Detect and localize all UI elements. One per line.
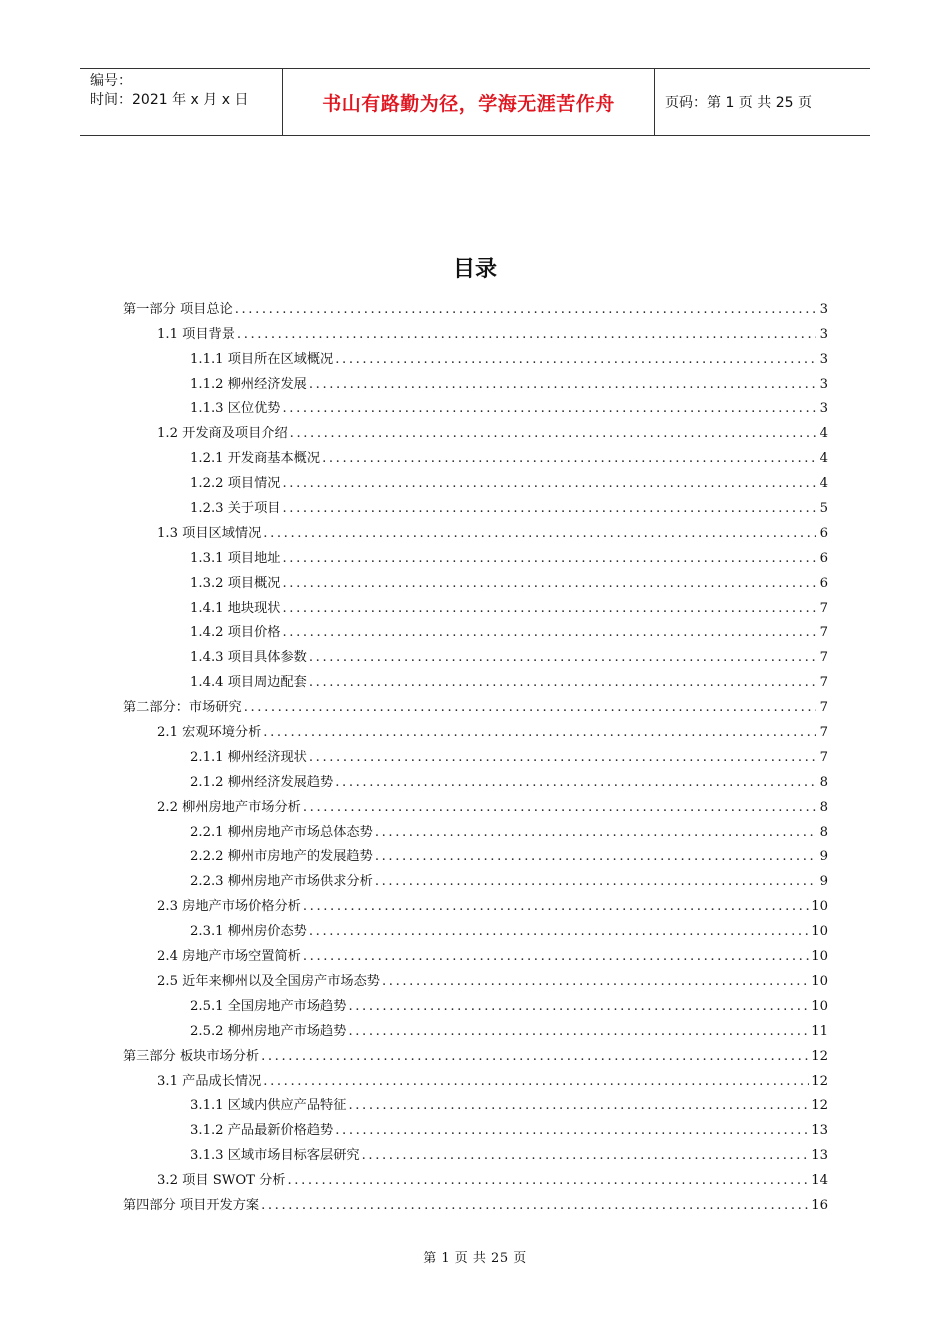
toc-entry-page: 12	[811, 1073, 828, 1089]
toc-leader-dots	[362, 1148, 810, 1164]
toc-entry[interactable]	[123, 940, 828, 965]
toc-entry-page: 12	[811, 1098, 828, 1114]
table-of-contents	[123, 293, 828, 1214]
toc-entry[interactable]	[123, 990, 828, 1015]
toc-leader-dots	[348, 1024, 809, 1040]
toc-entry-label: 3.2 项目 SWOT 分析	[157, 1173, 286, 1189]
toc-entry-label: 3.1.1 区域内供应产品特征	[190, 1098, 347, 1114]
toc-entry-page: 7	[819, 700, 828, 716]
toc-entry[interactable]	[123, 865, 828, 890]
toc-entry-label: 1.2.3 关于项目	[190, 501, 281, 517]
toc-entry-label: 3.1.2 产品最新价格趋势	[190, 1123, 334, 1139]
toc-entry[interactable]	[123, 1065, 828, 1090]
time-label: 时间：2021 年 x 月 x 日	[90, 92, 249, 108]
toc-entry[interactable]	[123, 641, 828, 666]
toc-entry-page: 10	[811, 924, 828, 940]
toc-entry[interactable]	[123, 293, 828, 318]
toc-entry[interactable]	[123, 1139, 828, 1164]
toc-entry-label: 2.2 柳州房地产市场分析	[157, 799, 301, 815]
toc-leader-dots	[303, 949, 809, 965]
toc-entry-label: 第一部分 项目总论	[123, 301, 233, 317]
page-footer: 第 1 页 共 25 页	[423, 1251, 527, 1266]
toc-entry[interactable]	[123, 617, 828, 642]
toc-leader-dots	[283, 501, 817, 517]
toc-entry-page: 13	[811, 1148, 828, 1164]
toc-leader-dots	[283, 476, 817, 492]
toc-entry[interactable]	[123, 592, 828, 617]
toc-entry-page: 7	[819, 675, 828, 691]
toc-leader-dots	[375, 825, 816, 841]
toc-entry-page: 12	[811, 1048, 828, 1064]
toc-leader-dots	[375, 849, 816, 865]
toc-entry[interactable]	[123, 318, 828, 343]
toc-leader-dots	[322, 451, 816, 467]
toc-entry-page: 6	[819, 550, 828, 566]
header-page-info: 页码：第 1 页 共 25 页	[665, 95, 812, 111]
toc-entry[interactable]	[123, 567, 828, 592]
toc-entry[interactable]	[123, 1114, 828, 1139]
document-header	[80, 68, 870, 136]
toc-entry[interactable]	[123, 841, 828, 866]
toc-entry-label: 1.2.1 开发商基本概况	[190, 451, 321, 467]
toc-entry-label: 2.4 房地产市场空置简析	[157, 949, 301, 965]
toc-entry-label: 2.3 房地产市场价格分析	[157, 899, 301, 915]
toc-entry-label: 第四部分 项目开发方案	[123, 1197, 260, 1213]
toc-leader-dots	[261, 1198, 809, 1214]
toc-leader-dots	[309, 650, 816, 666]
toc-leader-dots	[382, 974, 809, 990]
toc-entry[interactable]	[123, 915, 828, 940]
toc-entry-label: 1.3.1 项目地址	[190, 550, 281, 566]
toc-entry-label: 2.3.1 柳州房价态势	[190, 924, 307, 940]
toc-leader-dots	[244, 700, 816, 716]
toc-entry[interactable]	[123, 368, 828, 393]
toc-leader-dots	[348, 1098, 809, 1114]
toc-entry-label: 第三部分 板块市场分析	[123, 1048, 260, 1064]
toc-entry[interactable]	[123, 1189, 828, 1214]
toc-entry-page: 7	[819, 725, 828, 741]
toc-entry-page: 7	[819, 749, 828, 765]
toc-entry[interactable]	[123, 1164, 828, 1189]
toc-leader-dots	[335, 1123, 809, 1139]
toc-leader-dots	[309, 377, 816, 393]
toc-entry-label: 1.1.2 柳州经济发展	[190, 376, 307, 392]
toc-leader-dots	[335, 352, 816, 368]
toc-entry[interactable]	[123, 716, 828, 741]
toc-entry-page: 8	[819, 799, 828, 815]
toc-leader-dots	[235, 302, 816, 318]
toc-leader-dots	[283, 401, 817, 417]
toc-leader-dots	[237, 327, 816, 343]
toc-entry-page: 5	[819, 501, 828, 517]
toc-entry[interactable]	[123, 492, 828, 517]
toc-entry-label: 1.1.1 项目所在区域概况	[190, 351, 334, 367]
toc-leader-dots	[283, 551, 817, 567]
toc-entry[interactable]	[123, 1040, 828, 1065]
toc-entry-page: 3	[819, 401, 828, 417]
toc-entry-label: 1.3 项目区域情况	[157, 525, 262, 541]
toc-entry-page: 7	[819, 625, 828, 641]
toc-entry[interactable]	[123, 442, 828, 467]
toc-entry[interactable]	[123, 343, 828, 368]
toc-entry-page: 9	[819, 849, 828, 865]
toc-entry[interactable]	[123, 517, 828, 542]
toc-entry[interactable]	[123, 965, 828, 990]
toc-leader-dots	[309, 750, 816, 766]
toc-entry-label: 1.2 开发商及项目介绍	[157, 426, 288, 442]
toc-entry-label: 2.1 宏观环境分析	[157, 725, 262, 741]
toc-entry-label: 第二部分：市场研究	[123, 700, 242, 716]
toc-entry-label: 2.5 近年来柳州以及全国房产市场态势	[157, 973, 380, 989]
toc-entry-label: 1.1 项目背景	[157, 326, 235, 342]
toc-leader-dots	[263, 1074, 809, 1090]
toc-entry-page: 13	[811, 1123, 828, 1139]
toc-leader-dots	[283, 601, 817, 617]
toc-entry[interactable]	[123, 791, 828, 816]
toc-leader-dots	[283, 576, 817, 592]
toc-entry-label: 2.2.1 柳州房地产市场总体态势	[190, 824, 373, 840]
toc-entry-page: 4	[819, 476, 828, 492]
toc-entry-page: 10	[811, 899, 828, 915]
header-motto: 书山有路勤为径，学海无涯苦作舟	[282, 69, 655, 135]
toc-entry-label: 1.4.3 项目具体参数	[190, 650, 307, 666]
toc-entry-page: 14	[811, 1173, 828, 1189]
toc-entry-label: 1.2.2 项目情况	[190, 476, 281, 492]
toc-entry-page: 4	[819, 426, 828, 442]
toc-entry-page: 6	[819, 575, 828, 591]
toc-entry[interactable]	[123, 417, 828, 442]
toc-leader-dots	[263, 725, 816, 741]
toc-entry[interactable]	[123, 691, 828, 716]
toc-leader-dots	[283, 625, 817, 641]
toc-entry-label: 1.4.1 地块现状	[190, 600, 281, 616]
toc-leader-dots	[288, 1173, 810, 1189]
serial-label: 编号：	[90, 73, 132, 89]
toc-entry-page: 8	[819, 774, 828, 790]
toc-entry[interactable]	[123, 467, 828, 492]
toc-entry-label: 2.1.2 柳州经济发展趋势	[190, 774, 334, 790]
header-meta	[80, 69, 282, 135]
toc-entry[interactable]	[123, 1090, 828, 1115]
toc-entry-label: 1.1.3 区位优势	[190, 401, 281, 417]
toc-entry[interactable]	[123, 393, 828, 418]
toc-entry[interactable]	[123, 766, 828, 791]
toc-leader-dots	[335, 775, 816, 791]
toc-entry-page: 3	[819, 351, 828, 367]
toc-entry-page: 4	[819, 451, 828, 467]
toc-entry-page: 8	[819, 824, 828, 840]
toc-entry-label: 3.1.3 区域市场目标客层研究	[190, 1148, 360, 1164]
toc-leader-dots	[261, 1049, 809, 1065]
toc-entry-label: 2.2.2 柳州市房地产的发展趋势	[190, 849, 373, 865]
toc-entry[interactable]	[123, 542, 828, 567]
toc-entry-page: 10	[811, 998, 828, 1014]
toc-entry[interactable]	[123, 816, 828, 841]
toc-entry-label: 1.4.4 项目周边配套	[190, 675, 307, 691]
toc-leader-dots	[348, 999, 809, 1015]
toc-leader-dots	[303, 800, 816, 816]
toc-entry-page: 3	[819, 301, 828, 317]
toc-entry-page: 16	[811, 1197, 828, 1213]
toc-entry-page: 7	[819, 650, 828, 666]
toc-entry-label: 1.3.2 项目概况	[190, 575, 281, 591]
toc-entry-page: 6	[819, 525, 828, 541]
toc-entry-label: 3.1 产品成长情况	[157, 1073, 262, 1089]
toc-leader-dots	[263, 526, 816, 542]
toc-leader-dots	[303, 899, 809, 915]
toc-leader-dots	[309, 924, 809, 940]
toc-entry-label: 2.5.2 柳州房地产市场趋势	[190, 1023, 347, 1039]
toc-entry-page: 10	[811, 949, 828, 965]
toc-leader-dots	[309, 675, 816, 691]
toc-entry[interactable]	[123, 741, 828, 766]
toc-entry-label: 1.4.2 项目价格	[190, 625, 281, 641]
toc-entry-page: 10	[811, 973, 828, 989]
toc-entry-label: 2.1.1 柳州经济现状	[190, 749, 307, 765]
toc-entry-page: 7	[819, 600, 828, 616]
toc-entry[interactable]	[123, 890, 828, 915]
toc-entry[interactable]	[123, 1015, 828, 1040]
toc-entry-page: 3	[819, 326, 828, 342]
toc-title: 目录	[452, 257, 497, 282]
toc-entry-label: 2.2.3 柳州房地产市场供求分析	[190, 874, 373, 890]
toc-entry-page: 11	[811, 1023, 828, 1039]
toc-entry-page: 9	[819, 874, 828, 890]
toc-leader-dots	[375, 874, 816, 890]
toc-leader-dots	[290, 426, 816, 442]
toc-entry-label: 2.5.1 全国房地产市场趋势	[190, 998, 347, 1014]
toc-entry-page: 3	[819, 376, 828, 392]
toc-entry[interactable]	[123, 666, 828, 691]
